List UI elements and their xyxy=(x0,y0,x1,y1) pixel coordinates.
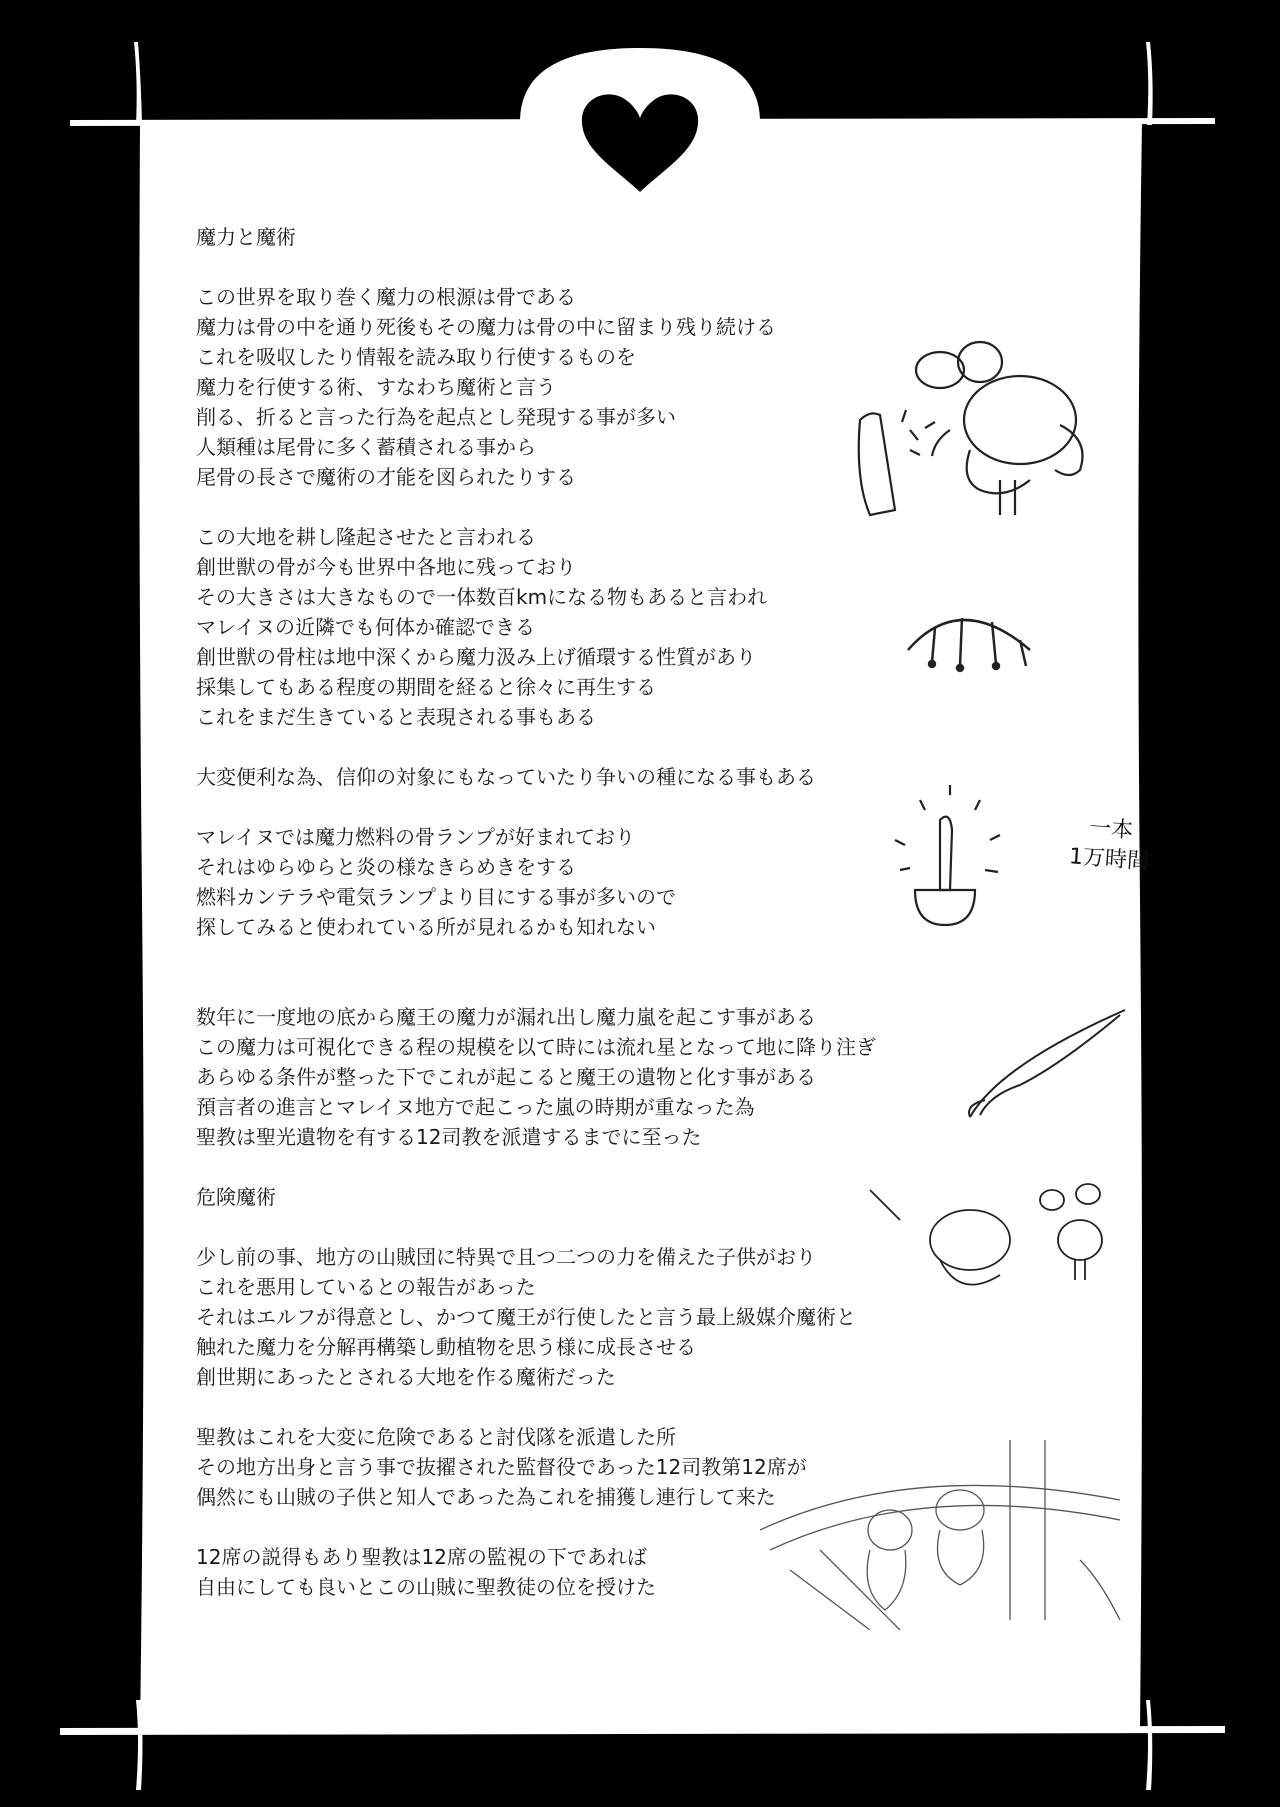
text-line: 自由にしても良いとこの山賊に聖教徒の位を授けた xyxy=(196,1575,656,1599)
text-line: 探してみると使われている所が見れるかも知れない xyxy=(196,915,656,939)
paragraph-magic-storm xyxy=(196,1002,956,1152)
text-line: それはゆらゆらと炎の様なきらめきをする xyxy=(196,855,576,879)
text-line: 少し前の事、地方の山賊団に特異で且つ二つの力を備えた子供がおり xyxy=(196,1245,816,1269)
text-line: マレイヌの近隣でも何体か確認できる xyxy=(196,615,535,639)
text-line: 大変便利な為、信仰の対象にもなっていたり争いの種になる事もある xyxy=(196,765,816,789)
right-post-bottom xyxy=(1146,1700,1152,1790)
right-post-top xyxy=(1146,42,1153,125)
paragraph-bandit-child xyxy=(196,1242,956,1392)
text-line: これを吸収したり情報を読み取り行使するものを xyxy=(196,345,636,369)
text-line: 聖教はこれを大変に危険であると討伐隊を派遣した所 xyxy=(196,1425,676,1449)
heading-magic: 魔力と魔術 xyxy=(196,225,296,249)
text-line: 魔力を行使する術、すなわち魔術と言う xyxy=(196,375,556,399)
text-line: この大地を耕し隆起させたと言われる xyxy=(196,525,536,549)
paragraph-bone-magic xyxy=(196,282,956,492)
text-line: 人類種は尾骨に多く蓄積される事から xyxy=(196,435,536,459)
text-line: この世界を取り巻く魔力の根源は骨である xyxy=(196,285,576,309)
text-line: その地方出身と言う事で抜擢された監督役であった12司教第12席が xyxy=(196,1455,807,1479)
text-line: それはエルフが得意とし、かつて魔王が行使したと言う最上級媒介魔術と xyxy=(196,1305,856,1329)
paragraph-subjugation xyxy=(196,1422,956,1512)
left-post-bottom xyxy=(136,1700,143,1790)
text-line: 12席の説得もあり聖教は12席の監視の下であれば xyxy=(196,1545,647,1569)
text-line: あらゆる条件が整った下でこれが起こると魔王の遺物と化す事がある xyxy=(196,1065,816,1089)
text-line: マレイヌでは魔力燃料の骨ランプが好まれており xyxy=(196,825,635,849)
text-line: その大きさは大きなもので一体数百kmになる物もあると言われ xyxy=(196,585,768,609)
paragraph-12th-seat xyxy=(196,1542,956,1602)
lamp-note-line: 1万時間 xyxy=(1068,844,1150,875)
text-line: 採集してもある程度の期間を経ると徐々に再生する xyxy=(196,675,656,699)
meteor-sketch xyxy=(960,1005,1130,1125)
text-line: 創世期にあったとされる大地を作る魔術だった xyxy=(196,1365,616,1389)
text-line: 削る、折ると言った行為を起点とし発現する事が多い xyxy=(196,405,676,429)
text-line: 魔力は骨の中を通り死後もその魔力は骨の中に留まり残り続ける xyxy=(196,315,776,339)
document-body xyxy=(196,222,956,1602)
text-line: 偶然にも山賊の子供と知人であった為これを捕獲し連行して来た xyxy=(196,1485,776,1509)
text-line: 創世獣の骨柱は地中深くから魔力汲み上げ循環する性質があり xyxy=(196,645,756,669)
text-line: これをまだ生きていると表現される事もある xyxy=(196,705,596,729)
text-line: 預言者の進言とマレイヌ地方で起こった嵐の時期が重なった為 xyxy=(196,1095,755,1119)
text-line: この魔力は可視化できる程の規模を以て時には流れ星となって地に降り注ぎ xyxy=(196,1035,876,1059)
heading-danger-magic: 危険魔術 xyxy=(196,1185,276,1209)
lamp-note xyxy=(1068,812,1152,877)
left-post-top xyxy=(134,42,142,125)
paragraph-faith xyxy=(196,762,956,792)
text-line: 聖教は聖光遺物を有する12司教を派遣するまでに至った xyxy=(196,1125,702,1149)
text-line: 数年に一度地の底から魔王の魔力が漏れ出し魔力嵐を起こす事がある xyxy=(196,1005,816,1029)
text-line: 燃料カンテラや電気ランプより目にする事が多いので xyxy=(196,885,676,909)
paragraph-creation-beast xyxy=(196,522,956,732)
text-line: これを悪用しているとの報告があった xyxy=(196,1275,536,1299)
lamp-note-line: 一本 xyxy=(1088,815,1134,844)
paragraph-bone-lamp xyxy=(196,822,956,942)
text-line: 創世獣の骨が今も世界中各地に残っており xyxy=(196,555,576,579)
text-line: 触れた魔力を分解再構築し動植物を思う様に成長させる xyxy=(196,1335,696,1359)
text-line: 尾骨の長さで魔術の才能を図られたりする xyxy=(196,465,576,489)
